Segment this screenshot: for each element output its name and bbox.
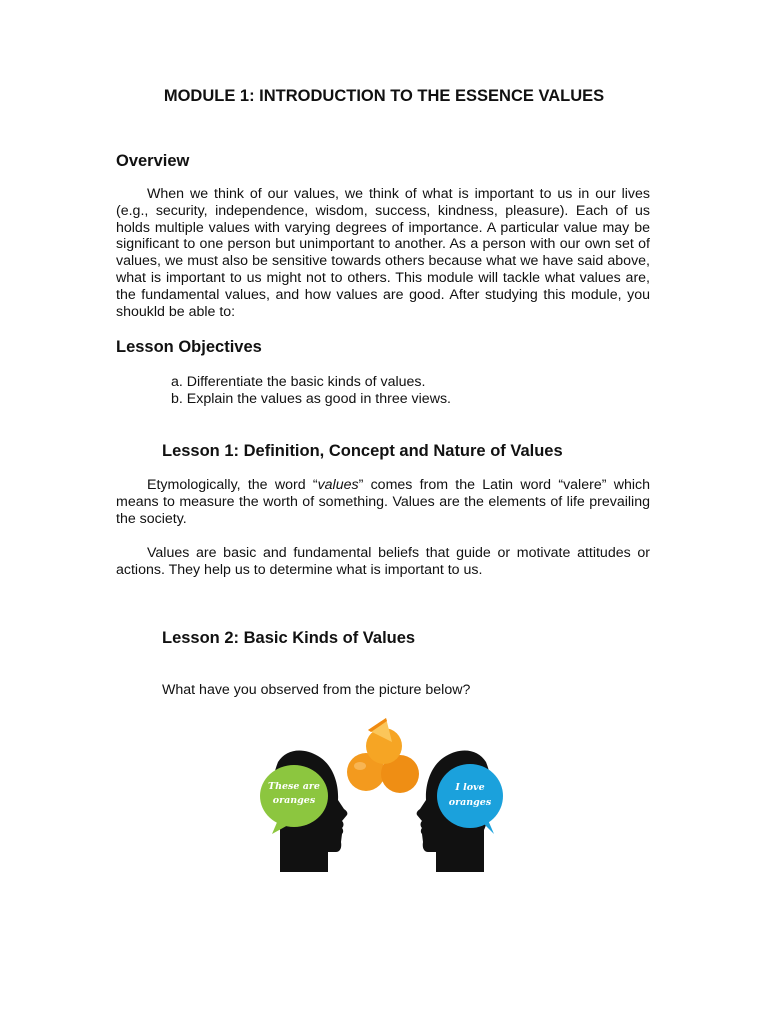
overview-paragraph: When we think of our values, we think of what is important to us in our lives (e.g., security, independence, wisdom, success, kindness, pleasure). Each of us holds multiple values with varying degrees of importance. A particular value may be significant to one person but unimportant to another. As a person with our own set of values, we must also be sensitive towards others because what we have said above, what is important to us might not to others. This module will tackle what values are, the fundamental values, and how values are good. After studying this module, you shoukld be able to: — [116, 186, 650, 320]
lesson1-p1-text-start: Etymologically, the word “ — [147, 477, 318, 493]
oranges-illustration — [258, 712, 508, 876]
right-speech-bubble — [437, 764, 503, 828]
objective-item-b: b. Explain the values as good in three views. — [171, 391, 451, 407]
overview-heading: Overview — [116, 152, 190, 170]
orange-highlight — [354, 762, 366, 770]
right-bubble-text-1: I love — [455, 782, 485, 793]
lesson1-paragraph-2: Values are basic and fundamental beliefs that guide or motivate attitudes or actions. They help us to determine what is important to us. — [116, 545, 650, 578]
page-title: MODULE 1: INTRODUCTION TO THE ESSENCE VALUES — [163, 87, 605, 105]
left-bubble-text-2: oranges — [272, 795, 316, 806]
lesson1-paragraph-1 — [116, 477, 650, 527]
oranges-group — [347, 718, 419, 793]
lesson1-heading: Lesson 1: Definition, Concept and Nature of Values — [162, 442, 563, 460]
lesson1-p1-text-end: ” comes from the Latin word “valere” which means to measure the worth of something. Values are the elements of life prevailing the society. — [116, 477, 650, 527]
lesson2-question: What have you observed from the picture below? — [162, 682, 471, 698]
left-bubble-text-1: These are — [268, 781, 320, 792]
lesson2-heading: Lesson 2: Basic Kinds of Values — [162, 629, 416, 647]
objective-item-a: a. Differentiate the basic kinds of values. — [171, 374, 426, 390]
lesson1-p1-italic-word: values — [317, 477, 359, 493]
right-bubble-text-2: oranges — [448, 797, 492, 808]
objectives-heading: Lesson Objectives — [116, 338, 262, 356]
